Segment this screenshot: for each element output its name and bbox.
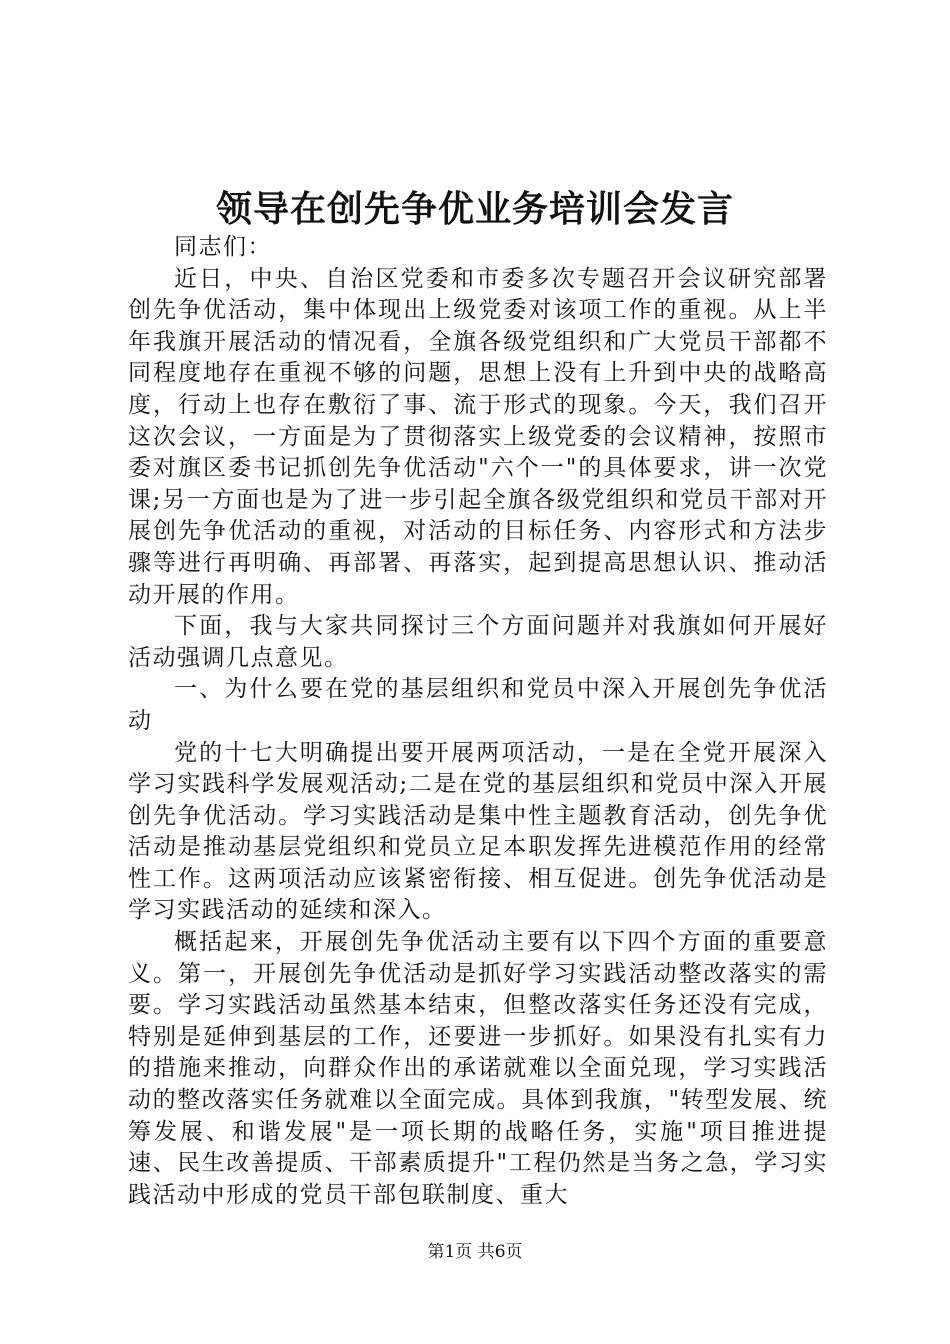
paragraph: 下面，我与大家共同探讨三个方面问题并对我旗如何开展好活动强调几点意见。: [128, 613, 828, 671]
page-footer: 第1页 共6页: [427, 1242, 523, 1262]
salutation: 同志们：: [174, 234, 272, 260]
paragraph: 概括起来，开展创先争优活动主要有以下四个方面的重要意义。第一，开展创先争优活动是抓好学习实践活动整改落实的需要。学习实践活动虽然基本结束，但整改落实任务还没有完成，特别是延伸到基层的工作，还要进一步抓好。如果没有扎实有力的措施来推动，向群众作出的承诺就难以全面兑现，学习实践活动的整改落实任务就难以全面完成。具体到我旗，"转型发展、统筹发展、和谐发展"是一项长期的战略任务，实施"项目推进提速、民生改善提质、干部素质提升"工程仍然是当务之急，学习实践活动中形成的党员干部包联制度、重大: [128, 929, 828, 1208]
document-title: 领导在创先争优业务培训会发言: [215, 188, 734, 230]
paragraph: 近日，中央、自治区党委和市委多次专题召开会议研究部署创先争优活动，集中体现出上级党委对该项工作的重视。从上半年我旗开展活动的情况看，全旗各级党组织和广大党员干部都不同程度地存在重视不够的问题，思想上没有上升到中央的战略高度，行动上也存在敷衍了事、流于形式的现象。今天，我们召开这次会议，一方面是为了贯彻落实上级党委的会议精神，按照市委对旗区委书记抓创先争优活动"六个一"的具体要求，讲一次党课;另一方面也是为了进一步引起全旗各级党组织和党员干部对开展创先争优活动的重视，对活动的目标任务、内容形式和方法步骤等进行再明确、再部署、再落实，起到提高思想认识、推动活动开展的作用。: [128, 265, 828, 608]
section-heading: 一、为什么要在党的基层组织和党员中深入开展创先争优活动: [128, 676, 828, 734]
document-body: [128, 232, 828, 1211]
paragraph: 党的十七大明确提出要开展两项活动，一是在全党开展深入学习实践科学发展观活动;二是在党的基层组织和党员中深入开展创先争优活动。学习实践活动是集中性主题教育活动，创先争优活动是推动基层党组织和党员立足本职发挥先进模范作用的经常性工作。这两项活动应该紧密衔接、相互促进。创先争优活动是学习实践活动的延续和深入。: [128, 739, 828, 924]
